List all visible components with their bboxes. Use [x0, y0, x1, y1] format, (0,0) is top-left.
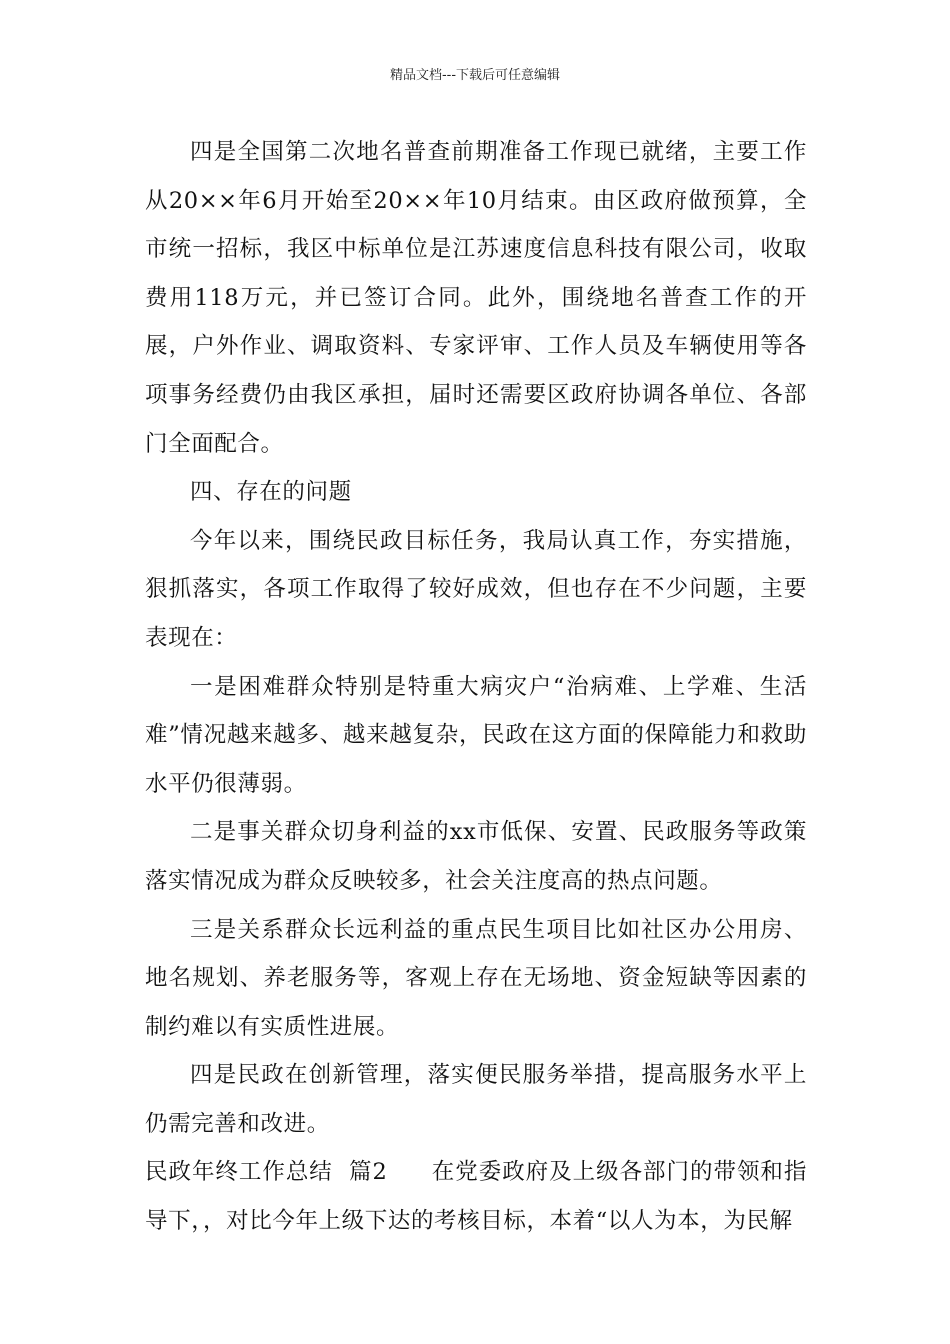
paragraph-problem-one: 一是困难群众特别是特重大病灾户“治病难、上学难、生活难”情况越来越多、越来越复杂，民政在这方面的保障能力和救助水平仍很薄弱。 [145, 673, 807, 797]
summary-body: 在党委政府及上级各部门的带领和指导下，，对比今年上级下达的考核目标，本着“以人为本，为民解 [145, 1159, 807, 1235]
page-header: 精品文档---下载后可任意编辑 [389, 68, 561, 83]
paragraph-problem-three: 三是关系群众长远利益的重点民生项目比如社区办公用房、地名规划、养老服务等，客观上存在无场地、资金短缺等因素的制约难以有实质性进展。 [145, 916, 807, 1040]
paragraph-problem-two: 二是事关群众切身利益的xx市低保、安置、民政服务等政策落实情况成为群众反映较多，社会关注度高的热点问题。 [145, 819, 807, 894]
paragraph-census-prep: 四是全国第二次地名普查前期准备工作现已就绪，主要工作从20××年6月开始至20××年10月结束。由区政府做预算，全市统一招标，我区中标单位是江苏速度信息科技有限公司，收取费用118万元，并已签订合同。此外，围绕地名普查工作的开展，户外作业、调取资料、专家评审、工作人员及车辆使用等各项事务经费仍由我区承担，届时还需要区政府协调各单位、各部门全面配合。 [145, 139, 807, 457]
paragraph-problems-intro: 今年以来，围绕民政目标任务，我局认真工作，夯实措施，狠抓落实，各项工作取得了较好成效，但也存在不少问题，主要表现在： [145, 527, 807, 651]
section-heading-problems: 四、存在的问题 [190, 479, 352, 506]
paragraph-problem-four: 四是民政在创新管理，落实便民服务举措，提高服务水平上仍需完善和改进。 [145, 1062, 807, 1137]
document-body [145, 128, 807, 1246]
summary-title: 民政年终工作总结 篇2 [145, 1159, 388, 1186]
paragraph-summary-part2 [145, 1148, 807, 1245]
